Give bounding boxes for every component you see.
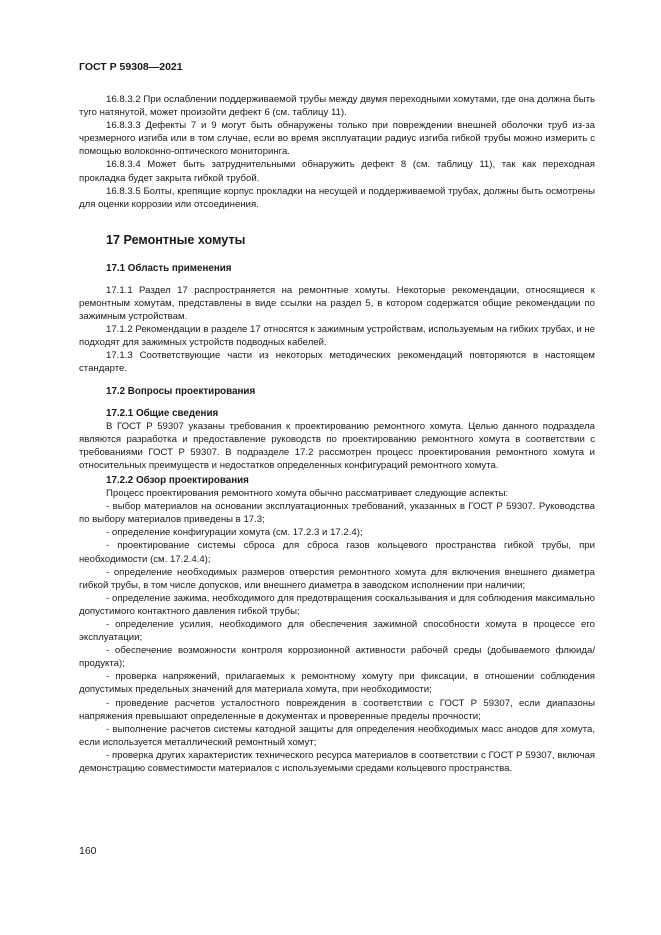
list-item: - проведение расчетов усталостного повреждения в соответствии с ГОСТ Р 59307, если диапазоны напряжения превышают определенные в документах и проверенные пределы прочности; xyxy=(79,697,595,722)
paragraph-17-2-1: В ГОСТ Р 59307 указаны требования к проектированию ремонтного хомута. Целью данного подраздела являются разработка и предоставление руководств по проектированию ремонтного хомута в соответствии с требованиями ГОСТ Р 59307. В подразделе 17.2 рассмотрен процесс проектирования ремонтного хомута и относительных преимуществ и недостатков определенных конфигураций ремонтного хомута. xyxy=(79,420,595,471)
subsection-title-17-2: 17.2 Вопросы проектирования xyxy=(106,385,256,397)
paragraph-16-8-3-3: 16.8.3.3 Дефекты 7 и 9 могут быть обнаружены только при повреждении внешней оболочки труб из-за чрезмерного изгиба или в том случае, если во время эксплуатации радиус изгиба гибкой трубы можно измерить с помощью волоконно-оптического мониторинга. xyxy=(79,120,595,158)
list-item: - определение зажима, необходимого для предотвращения соскальзывания и для соблюдения максимально допустимого контактного давления гибкой трубы; xyxy=(79,592,595,617)
paragraph-17-2-2-intro: Процесс проектирования ремонтного хомута обычно рассматривает следующие аспекты: xyxy=(106,488,509,500)
list-item: - определение необходимых размеров отверстия ремонтного хомута для включения внешнего диаметра гибкой трубы, в том числе допусков, или внешнего диаметра в заводском исполнении при наличии; xyxy=(79,566,595,591)
list-item: - проверка других характеристик технического ресурса материалов в соответствии с ГОСТ Р 59307, включая демонстрацию совместимости материалов с используемыми средами кольцевого пространства. xyxy=(79,749,595,775)
page-content xyxy=(79,93,595,775)
subsection-title-17-2-1: 17.2.1 Общие сведения xyxy=(106,407,219,419)
list-item: - выбор материалов на основании эксплуатационных требований, указанных в ГОСТ Р 59307. Руководства по выбору материалов приведены в 17.3; xyxy=(79,501,595,526)
subsection-title-17-1: 17.1 Область применения xyxy=(106,262,232,274)
paragraph-16-8-3-4: 16.8.3.4 Может быть затруднительными обнаружить дефект 8 (см. таблицу 11), так как переходная прокладка будет закрыта гибкой трубой. xyxy=(79,159,595,184)
list-item: - выполнение расчетов системы катодной защиты для определения необходимых масс анодов для хомута, если используется металлический ремонтный хомут; xyxy=(79,723,595,748)
list-item: - проектирование системы сброса для сброса газов кольцевого пространства гибкой трубы, при необходимости (см. 17.2.4.4); xyxy=(79,540,595,565)
paragraph-17-1-3: 17.1.3 Соответствующие части из некоторых методических рекомендаций повторяются в настоящем стандарте. xyxy=(79,350,595,375)
list-item: - определение конфигурации хомута (см. 17.2.3 и 17.2.4); xyxy=(106,527,363,539)
document-header: ГОСТ Р 59308—2021 xyxy=(79,61,183,73)
list-item: - обеспечение возможности контроля коррозионной активности рабочей среды (добываемого флюида/продукта); xyxy=(79,645,595,670)
paragraph-17-1-2: 17.1.2 Рекомендации в разделе 17 относятся к зажимным устройствам, используемым на гибких трубах, и не подходят для зажимных устройств подводных кабелей. xyxy=(79,324,595,349)
section-title-17: 17 Ремонтные хомуты xyxy=(106,232,246,247)
paragraph-17-1-1: 17.1.1 Раздел 17 распространяется на ремонтные хомуты. Некоторые рекомендации, относящиеся к ремонтным хомутам, представлены в виде ссылки на раздел 5, в котором содержатся общие рекомендации по зажимным устройствам. xyxy=(79,284,595,323)
paragraph-16-8-3-5: 16.8.3.5 Болты, крепящие корпус прокладки на несущей и поддерживаемой трубах, должны быть осмотрены для оценки коррозии или отсоединения. xyxy=(79,185,595,210)
list-item: - проверка напряжений, прилагаемых к ремонтному хомуту при фиксации, в отношении соблюдения допустимых предельных значений для материала хомута, при необходимости; xyxy=(79,671,595,696)
subsection-title-17-2-2: 17.2.2 Обзор проектирования xyxy=(106,474,249,486)
list-item: - определение усилия, необходимого для обеспечения зажимной способности хомута в процессе его эксплуатации; xyxy=(79,619,595,644)
page-number: 160 xyxy=(79,845,97,857)
paragraph-16-8-3-2: 16.8.3.2 При ослаблении поддерживаемой трубы между двумя переходными хомутами, где она должна быть туго натянутой, может произойти дефект 6 (см. таблицу 11). xyxy=(79,94,595,119)
